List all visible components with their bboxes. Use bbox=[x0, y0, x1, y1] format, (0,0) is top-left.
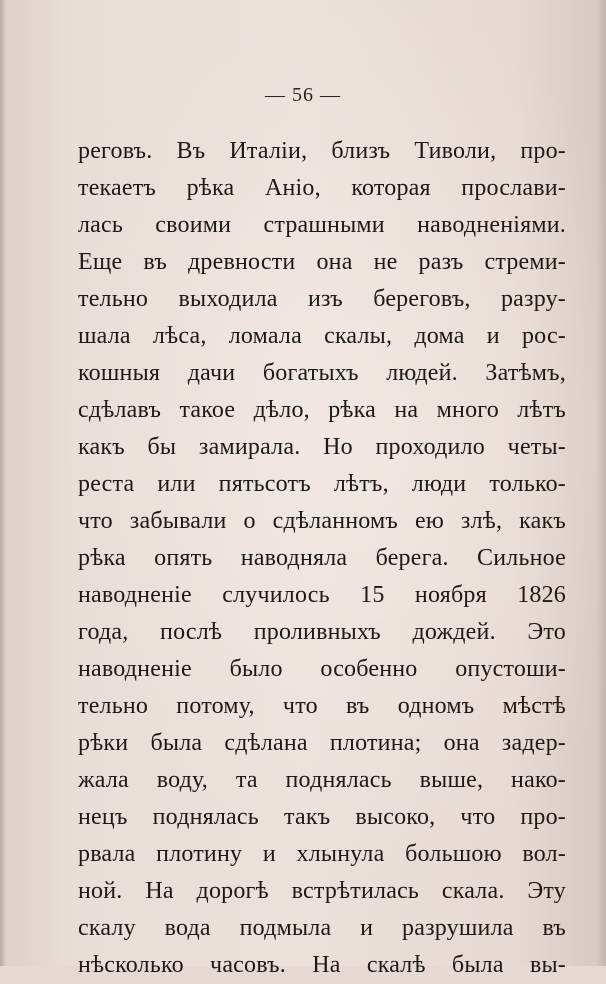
text-line: рѣка опять наводняла берега. Сильное bbox=[78, 545, 566, 571]
text-line: что забывали о сдѣланномъ ею злѣ, какъ bbox=[78, 508, 566, 534]
text-line: рвала плотину и хлынула большою вол- bbox=[78, 841, 566, 867]
text-line: Еще въ древности она не разъ стреми- bbox=[78, 249, 566, 275]
text-line: наводненiе случилось 15 ноября 1826 bbox=[78, 582, 566, 608]
text-line: реста или пятьсотъ лѣтъ, люди только- bbox=[78, 471, 566, 497]
text-line: реговъ. Въ Италiи, близъ Тиволи, про- bbox=[78, 138, 566, 164]
text-line: сдѣлавъ такое дѣло, рѣка на много лѣтъ bbox=[78, 397, 566, 423]
text-line: наводненiе было особенно опустоши- bbox=[78, 656, 566, 682]
text-line: нѣсколько часовъ. На скалѣ была вы- bbox=[78, 952, 566, 978]
text-line: шала лѣса, ломала скалы, дома и рос- bbox=[78, 323, 566, 349]
text-line: ной. На дорогѣ встрѣтилась скала. Эту bbox=[78, 878, 566, 904]
text-line: кошныя дачи богатыхъ людей. Затѣмъ, bbox=[78, 360, 566, 386]
text-line: текаетъ рѣка Анiо, которая прослави- bbox=[78, 175, 566, 201]
text-line: нецъ поднялась такъ высоко, что про- bbox=[78, 804, 566, 830]
page-left-edge-shadow bbox=[0, 0, 6, 966]
text-line: какъ бы замирала. Но проходило четы- bbox=[78, 434, 566, 460]
text-line: скалу вода подмыла и разрушила въ bbox=[78, 915, 566, 941]
text-line: тельно потому, что въ одномъ мѣстѣ bbox=[78, 693, 566, 719]
page-right-edge-shadow bbox=[596, 0, 606, 966]
text-line: лась своими страшными наводненiями. bbox=[78, 212, 566, 238]
text-line: жала воду, та поднялась выше, нако- bbox=[78, 767, 566, 793]
text-line: рѣки была сдѣлана плотина; она задер- bbox=[78, 730, 566, 756]
text-line: года, послѣ проливныхъ дождей. Это bbox=[78, 619, 566, 645]
body-text bbox=[78, 133, 566, 984]
page-number: — 56 — bbox=[265, 84, 341, 106]
text-line: тельно выходила изъ береговъ, разру- bbox=[78, 286, 566, 312]
